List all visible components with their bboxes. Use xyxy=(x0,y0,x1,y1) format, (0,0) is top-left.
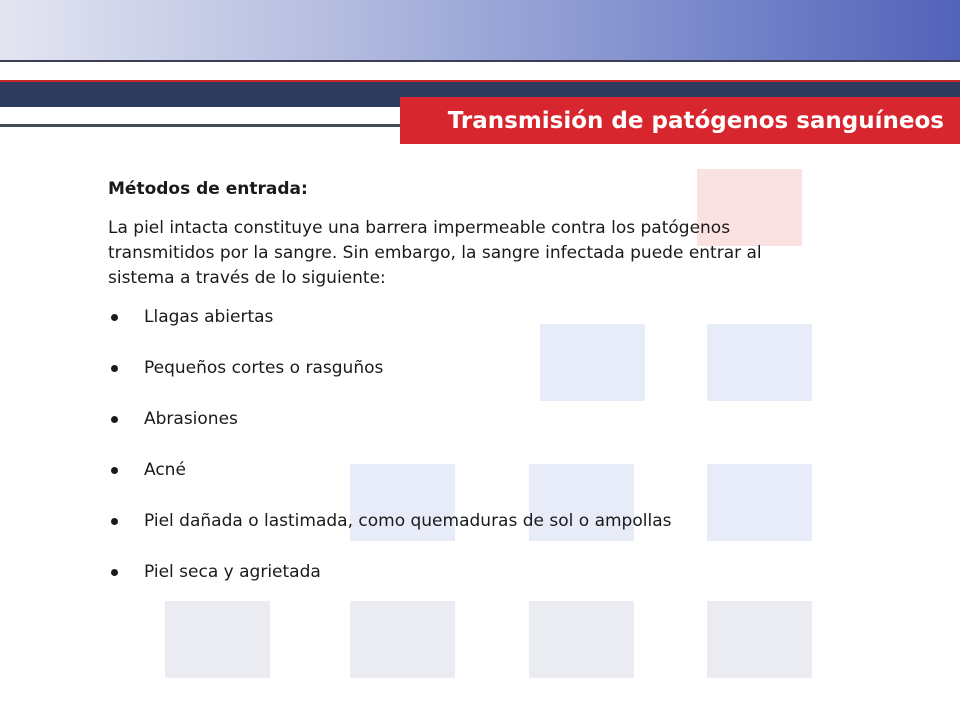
intro-paragraph: La piel intacta constituye una barrera impermeable contra los patógenos transmitidos por la sangre. Sin embargo, la sangre infectada puede entrar al sistema a través de lo siguiente: xyxy=(108,218,762,288)
bullet-icon xyxy=(111,416,118,423)
bullet-icon xyxy=(111,467,118,474)
bullet-icon xyxy=(111,365,118,372)
list-item xyxy=(108,407,828,432)
list-item-text: Abrasiones xyxy=(144,409,238,429)
bullet-icon xyxy=(111,518,118,525)
bullet-icon xyxy=(111,569,118,576)
list-item xyxy=(108,356,828,381)
list-item xyxy=(108,509,828,534)
header-divider-line xyxy=(0,60,960,62)
decorative-square xyxy=(707,601,812,678)
title-underline xyxy=(0,124,400,127)
section-heading: Métodos de entrada: xyxy=(108,179,308,199)
decorative-square xyxy=(350,601,455,678)
slide-content xyxy=(108,176,828,611)
list-item xyxy=(108,458,828,483)
list-item xyxy=(108,560,828,585)
header-gradient-band xyxy=(0,0,960,60)
list-item-text: Llagas abiertas xyxy=(144,307,274,327)
list-item-text: Acné xyxy=(144,460,186,480)
list-item-text: Piel seca y agrietada xyxy=(144,562,321,582)
list-item-text: Piel dañada o lastimada, como quemaduras de sol o ampollas xyxy=(144,511,672,531)
slide-title: Transmisión de patógenos sanguíneos xyxy=(400,97,960,144)
list-item-text: Pequeños cortes o rasguños xyxy=(144,358,384,378)
bullet-icon xyxy=(111,314,118,321)
list-item xyxy=(108,305,828,330)
bullet-list xyxy=(108,305,828,585)
decorative-square xyxy=(165,601,270,678)
decorative-square xyxy=(529,601,634,678)
